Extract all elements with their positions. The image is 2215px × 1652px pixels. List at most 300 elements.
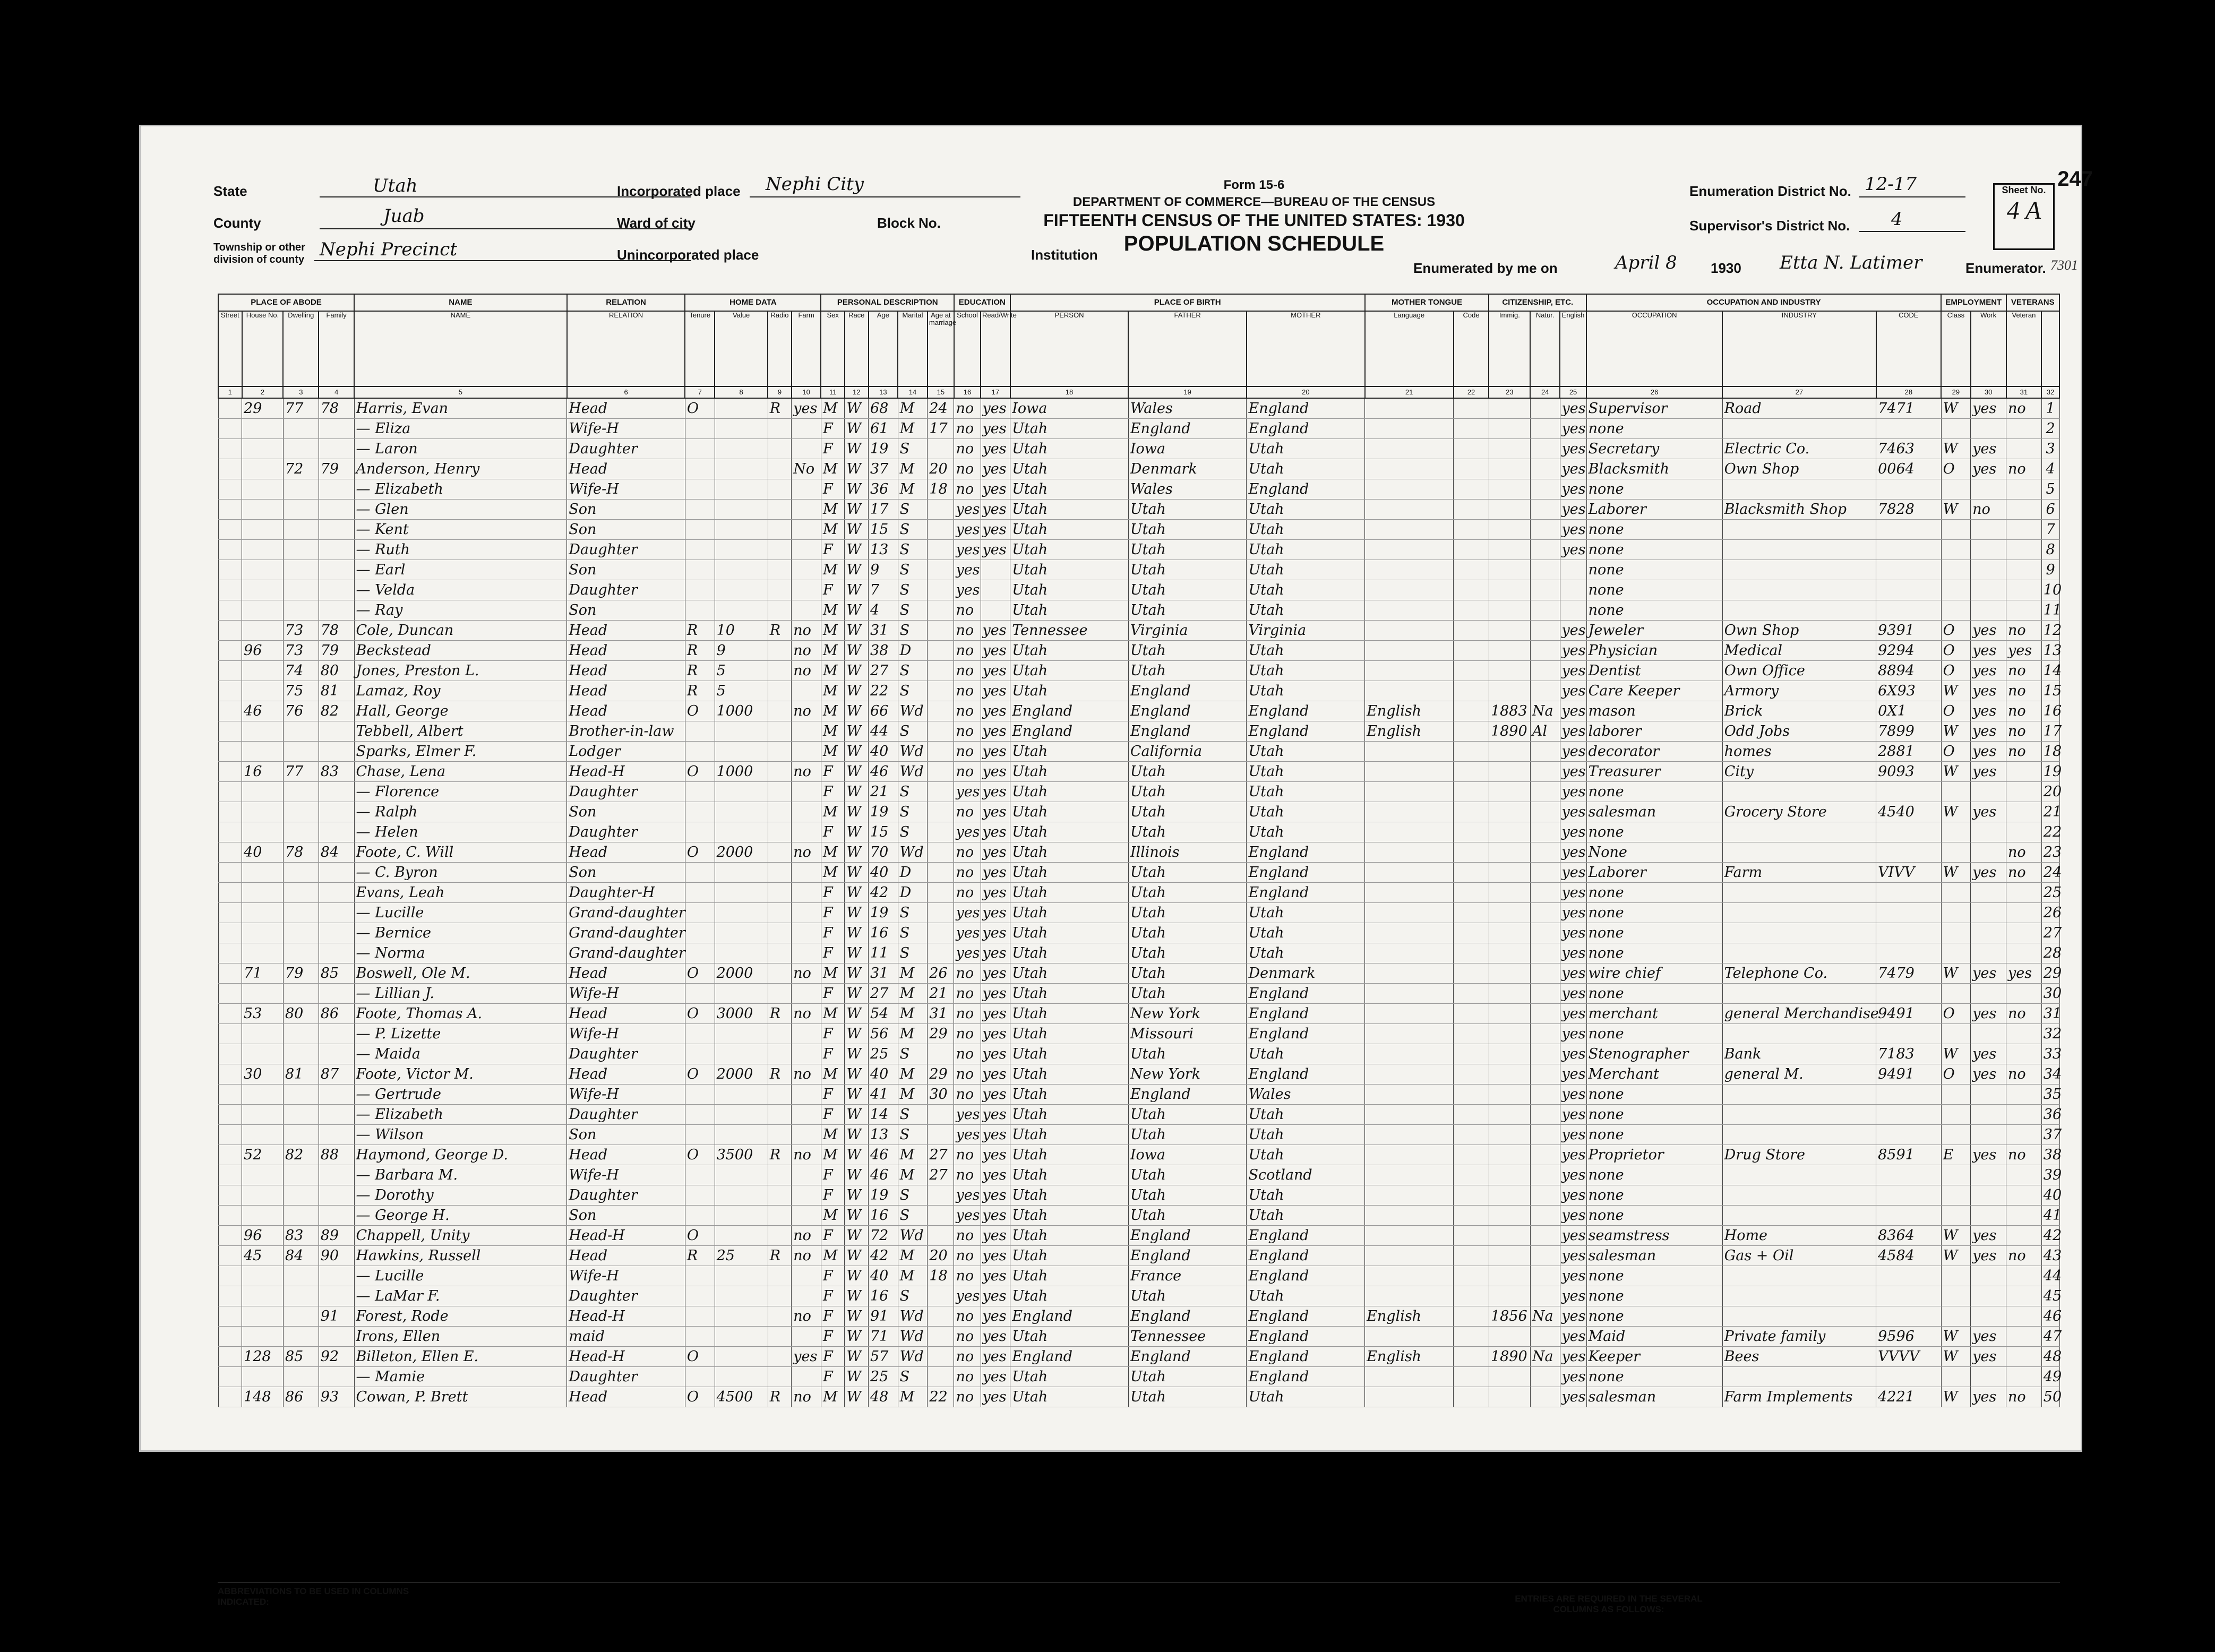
table-cell: no bbox=[792, 1226, 821, 1246]
column-header: Race bbox=[845, 311, 869, 386]
table-cell: 46 bbox=[242, 701, 284, 721]
table-cell: Bees bbox=[1722, 1347, 1876, 1367]
table-cell bbox=[1722, 1125, 1876, 1145]
table-cell: no bbox=[954, 600, 981, 621]
line-number: 22 bbox=[2041, 822, 2059, 842]
table-cell bbox=[1530, 1024, 1560, 1044]
column-header: PERSON bbox=[1010, 311, 1129, 386]
table-cell: W bbox=[845, 742, 869, 762]
table-cell: 53 bbox=[242, 1004, 284, 1024]
table-cell: none bbox=[1586, 560, 1722, 580]
table-cell: yes bbox=[1560, 782, 1586, 802]
line-number: 48 bbox=[2041, 1347, 2059, 1367]
table-cell bbox=[792, 984, 821, 1004]
table-cell bbox=[768, 842, 792, 863]
table-cell bbox=[242, 1105, 284, 1125]
table-cell bbox=[242, 479, 284, 500]
table-cell bbox=[1722, 520, 1876, 540]
table-cell: Utah bbox=[1010, 1266, 1129, 1286]
table-cell: Utah bbox=[1247, 1387, 1365, 1407]
table-cell bbox=[715, 500, 768, 520]
table-cell: 73 bbox=[283, 621, 319, 641]
table-cell: M bbox=[898, 1004, 928, 1024]
table-cell: no bbox=[792, 701, 821, 721]
table-cell: Tennessee bbox=[1128, 1327, 1247, 1347]
table-cell: England bbox=[1247, 863, 1365, 883]
table-cell bbox=[283, 1125, 319, 1145]
table-cell bbox=[768, 1226, 792, 1246]
table-cell: 13 bbox=[869, 1125, 898, 1145]
table-cell: W bbox=[845, 459, 869, 479]
table-cell: 30 bbox=[928, 1085, 954, 1105]
table-cell: W bbox=[845, 762, 869, 782]
table-cell bbox=[218, 540, 242, 560]
table-cell: Utah bbox=[1247, 923, 1365, 943]
table-row bbox=[218, 762, 2059, 782]
table-cell: M bbox=[898, 1085, 928, 1105]
table-cell bbox=[1722, 842, 1876, 863]
table-cell bbox=[981, 580, 1010, 600]
table-cell: R bbox=[768, 621, 792, 641]
table-cell bbox=[1489, 1185, 1530, 1206]
table-cell: 83 bbox=[283, 1226, 319, 1246]
table-cell: Utah bbox=[1010, 1387, 1129, 1407]
table-cell bbox=[283, 580, 319, 600]
table-cell: England bbox=[1128, 1246, 1247, 1266]
table-cell bbox=[1722, 1367, 1876, 1387]
table-cell bbox=[283, 500, 319, 520]
table-cell bbox=[792, 863, 821, 883]
table-cell: yes bbox=[1560, 1024, 1586, 1044]
table-cell bbox=[685, 1327, 715, 1347]
table-cell bbox=[1941, 1125, 1971, 1145]
table-cell: Wales bbox=[1247, 1085, 1365, 1105]
table-cell: yes bbox=[954, 943, 981, 963]
incorporated-label: Incorporated place bbox=[617, 183, 741, 199]
table-cell bbox=[1971, 600, 2006, 621]
table-cell: no bbox=[2006, 1064, 2042, 1085]
table-cell: no bbox=[954, 641, 981, 661]
table-cell: none bbox=[1586, 822, 1722, 842]
table-cell bbox=[768, 439, 792, 459]
table-cell: yes bbox=[981, 1306, 1010, 1327]
table-cell: yes bbox=[1560, 762, 1586, 782]
table-cell: Utah bbox=[1128, 1286, 1247, 1306]
table-cell: Head bbox=[567, 1004, 685, 1024]
table-cell bbox=[1560, 560, 1586, 580]
table-cell: none bbox=[1586, 883, 1722, 903]
table-cell: Wife-H bbox=[567, 1024, 685, 1044]
table-cell: Utah bbox=[1010, 479, 1129, 500]
table-row bbox=[218, 1064, 2059, 1085]
state-label: State bbox=[213, 183, 247, 199]
table-cell: yes bbox=[1560, 661, 1586, 681]
table-cell bbox=[1454, 479, 1489, 500]
table-cell: Farm Implements bbox=[1722, 1387, 1876, 1407]
table-cell bbox=[768, 762, 792, 782]
table-cell: Utah bbox=[1128, 1387, 1247, 1407]
table-cell: — Wilson bbox=[354, 1125, 567, 1145]
table-cell bbox=[1530, 1145, 1560, 1165]
table-cell: yes bbox=[981, 883, 1010, 903]
table-cell: M bbox=[821, 742, 845, 762]
table-cell bbox=[242, 721, 284, 742]
table-cell: Scotland bbox=[1247, 1165, 1365, 1185]
table-cell: yes bbox=[1560, 1206, 1586, 1226]
table-cell: R bbox=[768, 398, 792, 419]
table-cell bbox=[319, 1024, 354, 1044]
table-cell bbox=[1365, 580, 1454, 600]
table-cell: Utah bbox=[1010, 1125, 1129, 1145]
table-cell bbox=[242, 863, 284, 883]
table-cell: yes bbox=[981, 1125, 1010, 1145]
table-cell bbox=[319, 883, 354, 903]
table-cell: W bbox=[845, 923, 869, 943]
table-cell bbox=[792, 721, 821, 742]
table-cell bbox=[283, 479, 319, 500]
table-cell bbox=[1365, 459, 1454, 479]
table-cell bbox=[685, 479, 715, 500]
table-cell bbox=[928, 1105, 954, 1125]
table-cell bbox=[1365, 963, 1454, 984]
table-cell bbox=[792, 500, 821, 520]
table-row bbox=[218, 802, 2059, 822]
table-cell bbox=[2006, 762, 2042, 782]
table-cell: 22 bbox=[869, 681, 898, 701]
column-number: 12 bbox=[845, 386, 869, 398]
table-cell bbox=[1722, 1165, 1876, 1185]
table-cell bbox=[928, 1185, 954, 1206]
table-cell: 15 bbox=[869, 822, 898, 842]
table-cell: Grand-daughter bbox=[567, 923, 685, 943]
line-number: 19 bbox=[2041, 762, 2059, 782]
table-cell: M bbox=[821, 459, 845, 479]
table-cell: M bbox=[898, 398, 928, 419]
table-cell: yes bbox=[1560, 540, 1586, 560]
table-cell: yes bbox=[1560, 842, 1586, 863]
table-cell bbox=[715, 1024, 768, 1044]
table-cell: Utah bbox=[1247, 943, 1365, 963]
table-cell bbox=[2006, 1266, 2042, 1286]
table-cell: Daughter bbox=[567, 439, 685, 459]
table-cell: 70 bbox=[869, 842, 898, 863]
table-cell bbox=[1530, 1004, 1560, 1024]
table-cell: Utah bbox=[1010, 1004, 1129, 1024]
table-cell bbox=[685, 1266, 715, 1286]
table-cell: Tennessee bbox=[1010, 621, 1129, 641]
table-cell: 6X93 bbox=[1876, 681, 1941, 701]
table-cell bbox=[319, 1044, 354, 1064]
table-cell: Utah bbox=[1128, 923, 1247, 943]
table-cell bbox=[1365, 903, 1454, 923]
table-cell bbox=[1941, 600, 1971, 621]
table-cell bbox=[319, 540, 354, 560]
table-cell: yes bbox=[1560, 923, 1586, 943]
table-cell bbox=[768, 681, 792, 701]
table-cell: yes bbox=[1971, 1246, 2006, 1266]
table-cell: yes bbox=[1971, 1387, 2006, 1407]
table-cell bbox=[1489, 963, 1530, 984]
table-cell bbox=[1941, 479, 1971, 500]
table-cell bbox=[319, 439, 354, 459]
table-cell: Lodger bbox=[567, 742, 685, 762]
table-cell: F bbox=[821, 1165, 845, 1185]
table-cell bbox=[1365, 621, 1454, 641]
table-cell bbox=[715, 1226, 768, 1246]
column-header: Class bbox=[1941, 311, 1971, 386]
table-cell bbox=[768, 1306, 792, 1327]
table-cell bbox=[792, 520, 821, 540]
table-cell bbox=[218, 1286, 242, 1306]
table-cell: — LaMar F. bbox=[354, 1286, 567, 1306]
table-cell bbox=[1454, 1064, 1489, 1085]
table-cell: F bbox=[821, 580, 845, 600]
table-cell bbox=[242, 1327, 284, 1347]
table-cell bbox=[685, 1085, 715, 1105]
table-cell: 7899 bbox=[1876, 721, 1941, 742]
table-cell bbox=[1722, 923, 1876, 943]
table-cell: yes bbox=[1971, 621, 2006, 641]
table-cell bbox=[1876, 600, 1941, 621]
table-cell: — Earl bbox=[354, 560, 567, 580]
table-cell: Utah bbox=[1247, 661, 1365, 681]
table-cell bbox=[685, 883, 715, 903]
table-cell: no bbox=[954, 802, 981, 822]
table-cell: yes bbox=[981, 842, 1010, 863]
county-value: Juab bbox=[383, 205, 425, 227]
table-cell bbox=[715, 1125, 768, 1145]
department: DEPARTMENT OF COMMERCE—BUREAU OF THE CENSUS bbox=[1072, 195, 1436, 209]
table-cell: Medical bbox=[1722, 641, 1876, 661]
table-cell: Secretary bbox=[1586, 439, 1722, 459]
table-cell: England bbox=[1247, 701, 1365, 721]
table-cell bbox=[319, 1085, 354, 1105]
table-cell bbox=[928, 661, 954, 681]
table-cell bbox=[1530, 580, 1560, 600]
table-cell: W bbox=[845, 681, 869, 701]
table-cell: yes bbox=[981, 1044, 1010, 1064]
table-cell: yes bbox=[1560, 863, 1586, 883]
table-row bbox=[218, 923, 2059, 943]
table-cell: England bbox=[1010, 721, 1129, 742]
table-cell: S bbox=[898, 621, 928, 641]
table-cell bbox=[1365, 1327, 1454, 1347]
table-row bbox=[218, 661, 2059, 681]
table-cell: W bbox=[1941, 762, 1971, 782]
table-cell: yes bbox=[1971, 1226, 2006, 1246]
table-cell: England bbox=[1128, 701, 1247, 721]
table-cell bbox=[1454, 419, 1489, 439]
line-number: 29 bbox=[2041, 963, 2059, 984]
table-cell: W bbox=[845, 580, 869, 600]
table-cell: yes bbox=[981, 1145, 1010, 1165]
table-cell: no bbox=[954, 621, 981, 641]
table-cell bbox=[218, 903, 242, 923]
table-cell: none bbox=[1586, 1125, 1722, 1145]
table-row bbox=[218, 822, 2059, 842]
table-cell: M bbox=[898, 1266, 928, 1286]
table-cell: 27 bbox=[928, 1165, 954, 1185]
table-cell: Utah bbox=[1010, 963, 1129, 984]
table-cell bbox=[218, 398, 242, 419]
table-cell: None bbox=[1586, 842, 1722, 863]
table-cell bbox=[768, 600, 792, 621]
table-cell bbox=[319, 1286, 354, 1306]
table-cell: 4584 bbox=[1876, 1246, 1941, 1266]
table-cell: W bbox=[845, 1165, 869, 1185]
table-cell bbox=[1489, 459, 1530, 479]
table-cell: Anderson, Henry bbox=[354, 459, 567, 479]
table-cell bbox=[928, 903, 954, 923]
table-cell: Utah bbox=[1247, 742, 1365, 762]
table-cell bbox=[715, 1206, 768, 1226]
table-cell bbox=[1489, 1286, 1530, 1306]
table-cell: Physician bbox=[1586, 641, 1722, 661]
column-header: Age bbox=[869, 311, 898, 386]
table-row bbox=[218, 1105, 2059, 1125]
table-cell: M bbox=[821, 520, 845, 540]
table-cell bbox=[1876, 1085, 1941, 1105]
table-cell bbox=[319, 721, 354, 742]
table-cell: 83 bbox=[319, 762, 354, 782]
table-cell: none bbox=[1586, 1206, 1722, 1226]
table-cell bbox=[768, 641, 792, 661]
table-cell: S bbox=[898, 520, 928, 540]
table-cell: W bbox=[1941, 1246, 1971, 1266]
table-cell: none bbox=[1586, 419, 1722, 439]
table-cell bbox=[685, 1306, 715, 1327]
table-cell bbox=[218, 721, 242, 742]
table-cell bbox=[1365, 500, 1454, 520]
table-cell: S bbox=[898, 661, 928, 681]
table-cell bbox=[685, 1105, 715, 1125]
table-cell: R bbox=[768, 1145, 792, 1165]
table-cell bbox=[928, 1347, 954, 1367]
table-cell: 21 bbox=[869, 782, 898, 802]
table-cell bbox=[242, 943, 284, 963]
table-cell bbox=[1365, 1226, 1454, 1246]
table-cell: yes bbox=[1560, 1226, 1586, 1246]
table-cell bbox=[1941, 580, 1971, 600]
table-cell bbox=[2006, 883, 2042, 903]
table-cell bbox=[1454, 641, 1489, 661]
table-cell: 2000 bbox=[715, 963, 768, 984]
table-cell: Utah bbox=[1128, 1044, 1247, 1064]
table-cell: no bbox=[954, 1165, 981, 1185]
table-cell bbox=[218, 1306, 242, 1327]
table-cell: 88 bbox=[319, 1145, 354, 1165]
table-cell: yes bbox=[1971, 459, 2006, 479]
table-cell: Al bbox=[1530, 721, 1560, 742]
table-cell: — Lucille bbox=[354, 903, 567, 923]
table-cell: 13 bbox=[869, 540, 898, 560]
table-cell bbox=[768, 1367, 792, 1387]
table-cell: yes bbox=[981, 1327, 1010, 1347]
line-number: 16 bbox=[2041, 701, 2059, 721]
table-cell: Head-H bbox=[567, 1226, 685, 1246]
column-number: 16 bbox=[954, 386, 981, 398]
table-cell: R bbox=[768, 1004, 792, 1024]
table-cell bbox=[1876, 782, 1941, 802]
table-cell bbox=[283, 742, 319, 762]
table-cell bbox=[1454, 1286, 1489, 1306]
table-cell: M bbox=[821, 1004, 845, 1024]
table-cell: decorator bbox=[1586, 742, 1722, 762]
column-group-header: EMPLOYMENT bbox=[1941, 294, 2006, 311]
table-cell: Daughter-H bbox=[567, 883, 685, 903]
table-cell bbox=[218, 1246, 242, 1266]
table-cell bbox=[1722, 943, 1876, 963]
table-cell bbox=[242, 1125, 284, 1145]
table-cell bbox=[1941, 1024, 1971, 1044]
table-cell: Head bbox=[567, 661, 685, 681]
table-cell: W bbox=[1941, 863, 1971, 883]
table-cell bbox=[792, 1044, 821, 1064]
table-cell: England bbox=[1128, 1226, 1247, 1246]
table-cell bbox=[242, 984, 284, 1004]
table-cell: laborer bbox=[1586, 721, 1722, 742]
table-cell: 1000 bbox=[715, 762, 768, 782]
table-cell bbox=[1365, 1165, 1454, 1185]
table-cell: yes bbox=[1560, 500, 1586, 520]
table-cell: yes bbox=[981, 1347, 1010, 1367]
enumerator-label: Enumerator. bbox=[1965, 260, 2046, 276]
table-cell bbox=[1530, 762, 1560, 782]
table-cell: Utah bbox=[1247, 1286, 1365, 1306]
table-cell: Dentist bbox=[1586, 661, 1722, 681]
line-number: 11 bbox=[2041, 600, 2059, 621]
table-cell bbox=[1365, 419, 1454, 439]
table-cell: F bbox=[821, 540, 845, 560]
table-cell: W bbox=[1941, 1347, 1971, 1367]
table-cell bbox=[768, 500, 792, 520]
table-cell bbox=[218, 802, 242, 822]
table-cell: Son bbox=[567, 560, 685, 580]
enumerated-year: 1930 bbox=[1711, 260, 1741, 276]
table-cell: Blacksmith Shop bbox=[1722, 500, 1876, 520]
column-header: Read/Write bbox=[981, 311, 1010, 386]
table-cell bbox=[242, 802, 284, 822]
table-cell bbox=[1365, 398, 1454, 419]
table-cell bbox=[218, 963, 242, 984]
table-cell: Utah bbox=[1010, 560, 1129, 580]
table-cell bbox=[242, 1085, 284, 1105]
table-cell bbox=[319, 802, 354, 822]
table-cell: S bbox=[898, 822, 928, 842]
table-cell: W bbox=[845, 782, 869, 802]
supervisor-label: Supervisor's District No. bbox=[1689, 218, 1850, 234]
table-cell bbox=[768, 580, 792, 600]
table-cell: yes bbox=[1560, 1387, 1586, 1407]
table-cell: yes bbox=[792, 1347, 821, 1367]
table-cell: 79 bbox=[319, 459, 354, 479]
table-cell bbox=[1454, 1306, 1489, 1327]
table-cell: Virginia bbox=[1247, 621, 1365, 641]
line-column-header bbox=[2041, 311, 2059, 386]
table-cell: 7463 bbox=[1876, 439, 1941, 459]
table-cell bbox=[1454, 600, 1489, 621]
table-cell bbox=[1722, 1185, 1876, 1206]
column-number: 10 bbox=[792, 386, 821, 398]
table-cell: yes bbox=[981, 762, 1010, 782]
table-cell: — Lillian J. bbox=[354, 984, 567, 1004]
table-cell: no bbox=[954, 1367, 981, 1387]
line-number: 46 bbox=[2041, 1306, 2059, 1327]
column-header: English bbox=[1560, 311, 1586, 386]
table-cell: M bbox=[821, 1125, 845, 1145]
table-cell bbox=[715, 1105, 768, 1125]
column-number: 18 bbox=[1010, 386, 1129, 398]
